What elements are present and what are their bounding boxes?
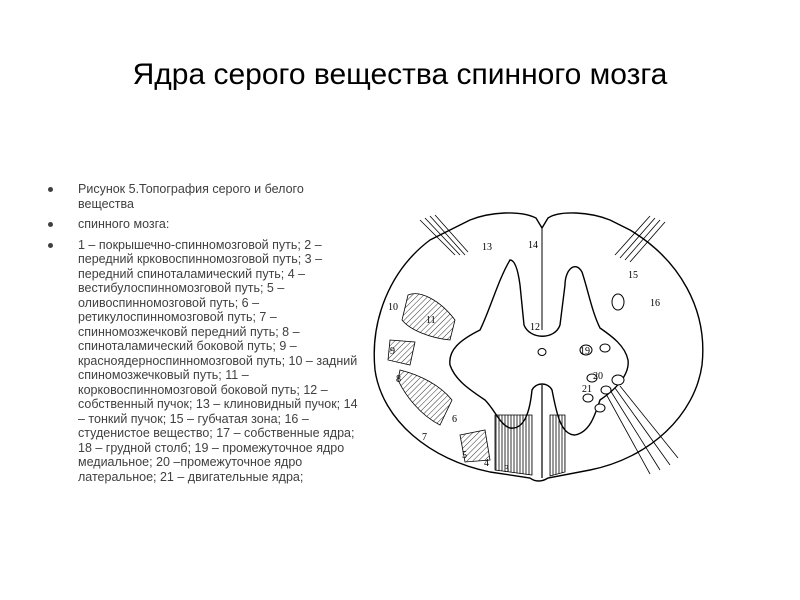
slide-title: Ядра серого вещества спинного мозга: [132, 58, 668, 91]
label-10: 10: [388, 302, 398, 313]
label-9: 9: [390, 346, 395, 357]
label-13: 13: [482, 242, 492, 253]
bullet-item: спинного мозга:: [48, 217, 360, 232]
label-11: 11: [426, 315, 436, 326]
spinal-cord-diagram: [360, 200, 720, 490]
label-4: 4: [484, 458, 489, 469]
label-15: 15: [628, 270, 638, 281]
bullet-dot-icon: [48, 243, 53, 248]
label-7: 7: [422, 432, 427, 443]
label-19: 19: [580, 346, 590, 357]
bullet-dot-icon: [48, 187, 53, 192]
label-5: 5: [462, 450, 467, 461]
bullet-dot-icon: [48, 222, 53, 227]
label-12: 12: [530, 322, 540, 333]
label-8: 8: [396, 374, 401, 385]
label-6: 6: [452, 414, 457, 425]
label-20: 20: [593, 371, 603, 382]
label-16: 16: [650, 298, 660, 309]
label-3: 3: [504, 464, 509, 475]
bullet-item: 1 – покрышечно-спинномозговой путь; 2 – передний крковоспинномозговой путь; 3 – передний спиноталамический путь; 4 – вестибулоспинномозговой путь; 5 – оливоспинномозговой путь; 6 – ретикулоспинномозговой путь; 7 – спинномозжечковй передний путь; 8 – спиноталамический боковой путь; 9 – красноядерноспинномозговой путь; 10 – задний спиномозжечковый путь; 11 – корковоспинномозговой боковой путь; 12 – собственный пучок; 13 – клиновидный пучок; 14 – тонкий пучок; 15 – губчатая зона; 16 – студенистое вещество; 17 – собственные ядра; 18 – грудной столб; 19 – промежуточное ядро медиальное; 20 –промежуточное ядро латеральное; 21 – двигательные ядра;: [48, 238, 360, 485]
label-21: 21: [582, 384, 592, 395]
bullet-list: [48, 182, 360, 490]
spinal-cord-drawing: [360, 200, 720, 490]
label-14: 14: [528, 240, 538, 251]
bullet-item: Рисунок 5.Топография серого и белого вещества: [48, 182, 360, 211]
